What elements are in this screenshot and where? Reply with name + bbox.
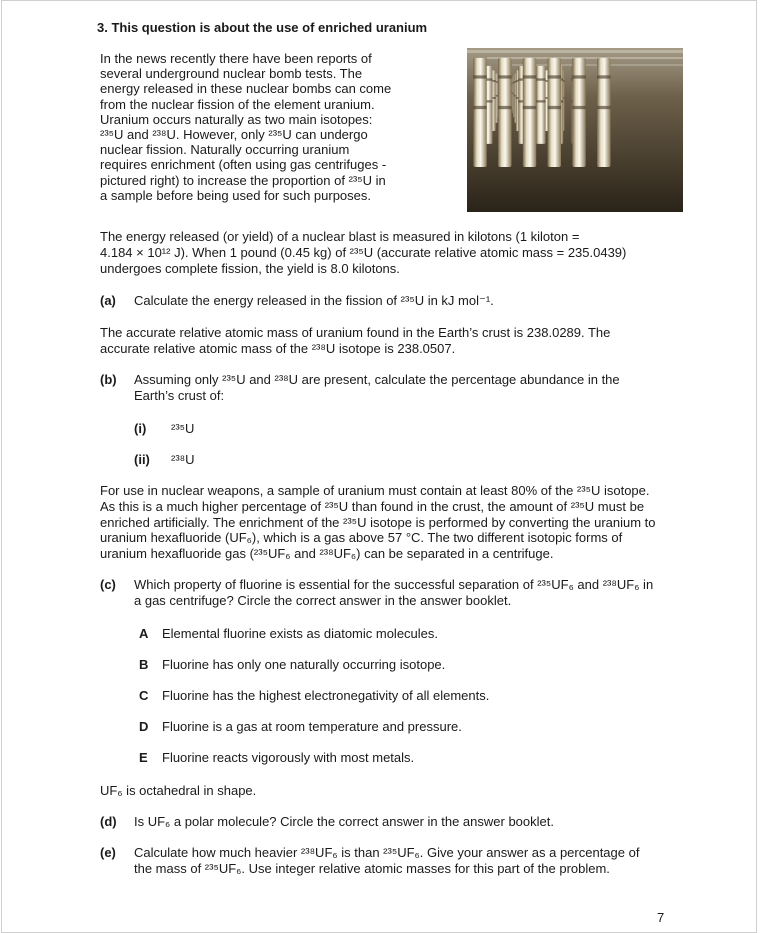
part-b-ii-text: ²³⁸U — [171, 452, 195, 467]
centrifuge-band — [473, 75, 487, 78]
option-d — [139, 719, 462, 735]
part-e-line: Calculate how much heavier ²³⁸UF₆ is than ²³⁵UF₆. Give your answer as a percentage of — [134, 845, 640, 860]
part-b-i-label: (i) — [134, 421, 147, 436]
intro-line: Uranium occurs naturally as two main isotopes: — [100, 111, 373, 127]
part-b-ii-label: (ii) — [134, 452, 150, 467]
part-b — [100, 372, 620, 404]
question-title: 3. This question is about the use of enriched uranium — [97, 20, 428, 35]
intro-line: energy released in these nuclear bombs can come — [100, 81, 392, 97]
centrifuge-band — [536, 100, 546, 102]
intro-line: In the news recently there have been reports of — [100, 51, 372, 66]
intro-line: a sample before being used for such purposes. — [100, 187, 372, 203]
centrifuge-band — [572, 106, 586, 109]
part-a — [100, 293, 494, 309]
centrifuge-photo — [467, 48, 683, 212]
enrichment-line: As this is a much higher percentage of ²³⁵U than found in the crust, the amount of ²³⁵U must be — [100, 498, 645, 514]
centrifuge-cylinder — [498, 58, 512, 167]
part-b-i — [134, 421, 194, 437]
centrifuge-band — [597, 106, 611, 109]
part-d — [100, 814, 554, 830]
crust-line: The accurate relative atomic mass of uranium found in the Earth’s crust is 238.0289. The — [100, 325, 611, 340]
part-c-line: a gas centrifuge? Circle the correct answer in the answer booklet. — [134, 593, 512, 608]
option-letter: E — [139, 750, 148, 765]
part-a-label: (a) — [100, 293, 116, 308]
part-b-line: Earth’s crust of: — [134, 388, 225, 403]
option-text: Fluorine reacts vigorously with most metals. — [162, 750, 415, 765]
option-a — [139, 626, 438, 642]
centrifuge-cylinder — [597, 58, 611, 167]
centrifuge-band — [548, 75, 562, 78]
centrifuge-cylinder — [572, 58, 586, 167]
part-e-text — [134, 845, 639, 877]
intro-line: ²³⁵U and ²³⁸U. However, only ²³⁵U can undergo — [100, 127, 368, 143]
part-c — [100, 577, 653, 609]
part-b-label: (b) — [100, 372, 117, 387]
centrifuge-band — [498, 75, 512, 78]
intro-line: pictured right) to increase the proportion of ²³⁵U in — [100, 172, 386, 188]
centrifuge-band — [523, 106, 537, 109]
part-e-label: (e) — [100, 845, 116, 860]
option-text: Elemental fluorine exists as diatomic molecules. — [162, 626, 439, 641]
centrifuge-cylinder — [536, 66, 546, 144]
centrifuge-band — [548, 106, 562, 109]
part-a-text: Calculate the energy released in the fission of ²³⁵U in kJ mol⁻¹. — [134, 293, 494, 308]
option-text: Fluorine is a gas at room temperature and pressure. — [162, 719, 462, 734]
part-d-text: Is UF₆ a polar molecule? Circle the correct answer in the answer booklet. — [134, 814, 554, 829]
option-b — [139, 657, 445, 673]
centrifuge-photo-drawing — [467, 48, 683, 212]
part-c-text — [134, 577, 653, 609]
enrichment-line: uranium hexafluoride (UF₆), which is a gas above 57 °C. The two different isotopic forms of — [100, 530, 623, 546]
energy-line: The energy released (or yield) of a nuclear blast is measured in kilotons (1 kiloton = — [100, 229, 580, 244]
part-e-line: the mass of ²³⁵UF₆. Use integer relative atomic masses for this part of the problem. — [134, 861, 610, 876]
page-number: 7 — [657, 910, 665, 925]
intro-line: several underground nuclear bomb tests. The — [100, 66, 363, 82]
ceiling-light — [467, 50, 683, 53]
centrifuge-cylinder — [473, 58, 487, 167]
part-b-line: Assuming only ²³⁵U and ²³⁸U are present, calculate the percentage abundance in the — [134, 372, 620, 387]
enrichment-line: enriched artificially. The enrichment of the ²³⁵U isotope is performed by converting the uranium to — [100, 514, 656, 530]
centrifuge-band — [536, 78, 546, 80]
intro-line: from the nuclear fission of the element uranium. — [100, 96, 375, 112]
centrifuge-band — [572, 75, 586, 78]
intro-line: nuclear fission. Naturally occurring uranium — [100, 142, 350, 158]
enrichment-line: For use in nuclear weapons, a sample of uranium must contain at least 80% of the ²³⁵U isotope. — [100, 483, 650, 498]
option-text: Fluorine has only one naturally occurring isotope. — [162, 657, 446, 672]
shape-note: UF₆ is octahedral in shape. — [100, 783, 257, 798]
centrifuge-band — [597, 75, 611, 78]
centrifuge-band — [498, 106, 512, 109]
crust-paragraph — [100, 325, 610, 357]
option-letter: D — [139, 719, 149, 734]
centrifuge-cylinder — [548, 58, 562, 167]
option-e — [139, 750, 414, 766]
option-letter: A — [139, 626, 149, 641]
centrifuge-cylinder — [523, 58, 537, 167]
option-text: Fluorine has the highest electronegativity of all elements. — [162, 688, 490, 703]
exam-page — [1, 0, 757, 933]
centrifuge-band — [473, 106, 487, 109]
energy-line: undergoes complete fission, the yield is 8.0 kilotons. — [100, 261, 400, 276]
intro-paragraph — [100, 51, 391, 203]
enrichment-line: uranium hexafluoride gas (²³⁵UF₆ and ²³⁸UF₆) can be separated in a centrifuge. — [100, 546, 554, 562]
centrifuge-band — [523, 75, 537, 78]
option-letter: B — [139, 657, 149, 672]
energy-paragraph — [100, 229, 626, 277]
enrichment-paragraph — [100, 483, 656, 562]
intro-line: requires enrichment (often using gas centrifuges - — [100, 157, 387, 173]
energy-line: 4.184 × 10¹² J). When 1 pound (0.45 kg) of ²³⁵U (accurate relative atomic mass = 235.0439) — [100, 245, 627, 260]
option-c — [139, 688, 489, 704]
crust-line: accurate relative atomic mass of the ²³⁸U isotope is 238.0507. — [100, 341, 456, 356]
part-c-line: Which property of fluorine is essential for the successful separation of ²³⁵UF₆ and ²³⁸UF₆ in — [134, 577, 654, 592]
option-letter: C — [139, 688, 149, 703]
part-b-i-text: ²³⁵U — [171, 421, 195, 436]
part-d-label: (d) — [100, 814, 117, 829]
part-c-label: (c) — [100, 577, 116, 592]
part-b-text — [134, 372, 620, 404]
part-e — [100, 845, 639, 877]
part-b-ii — [134, 452, 195, 468]
